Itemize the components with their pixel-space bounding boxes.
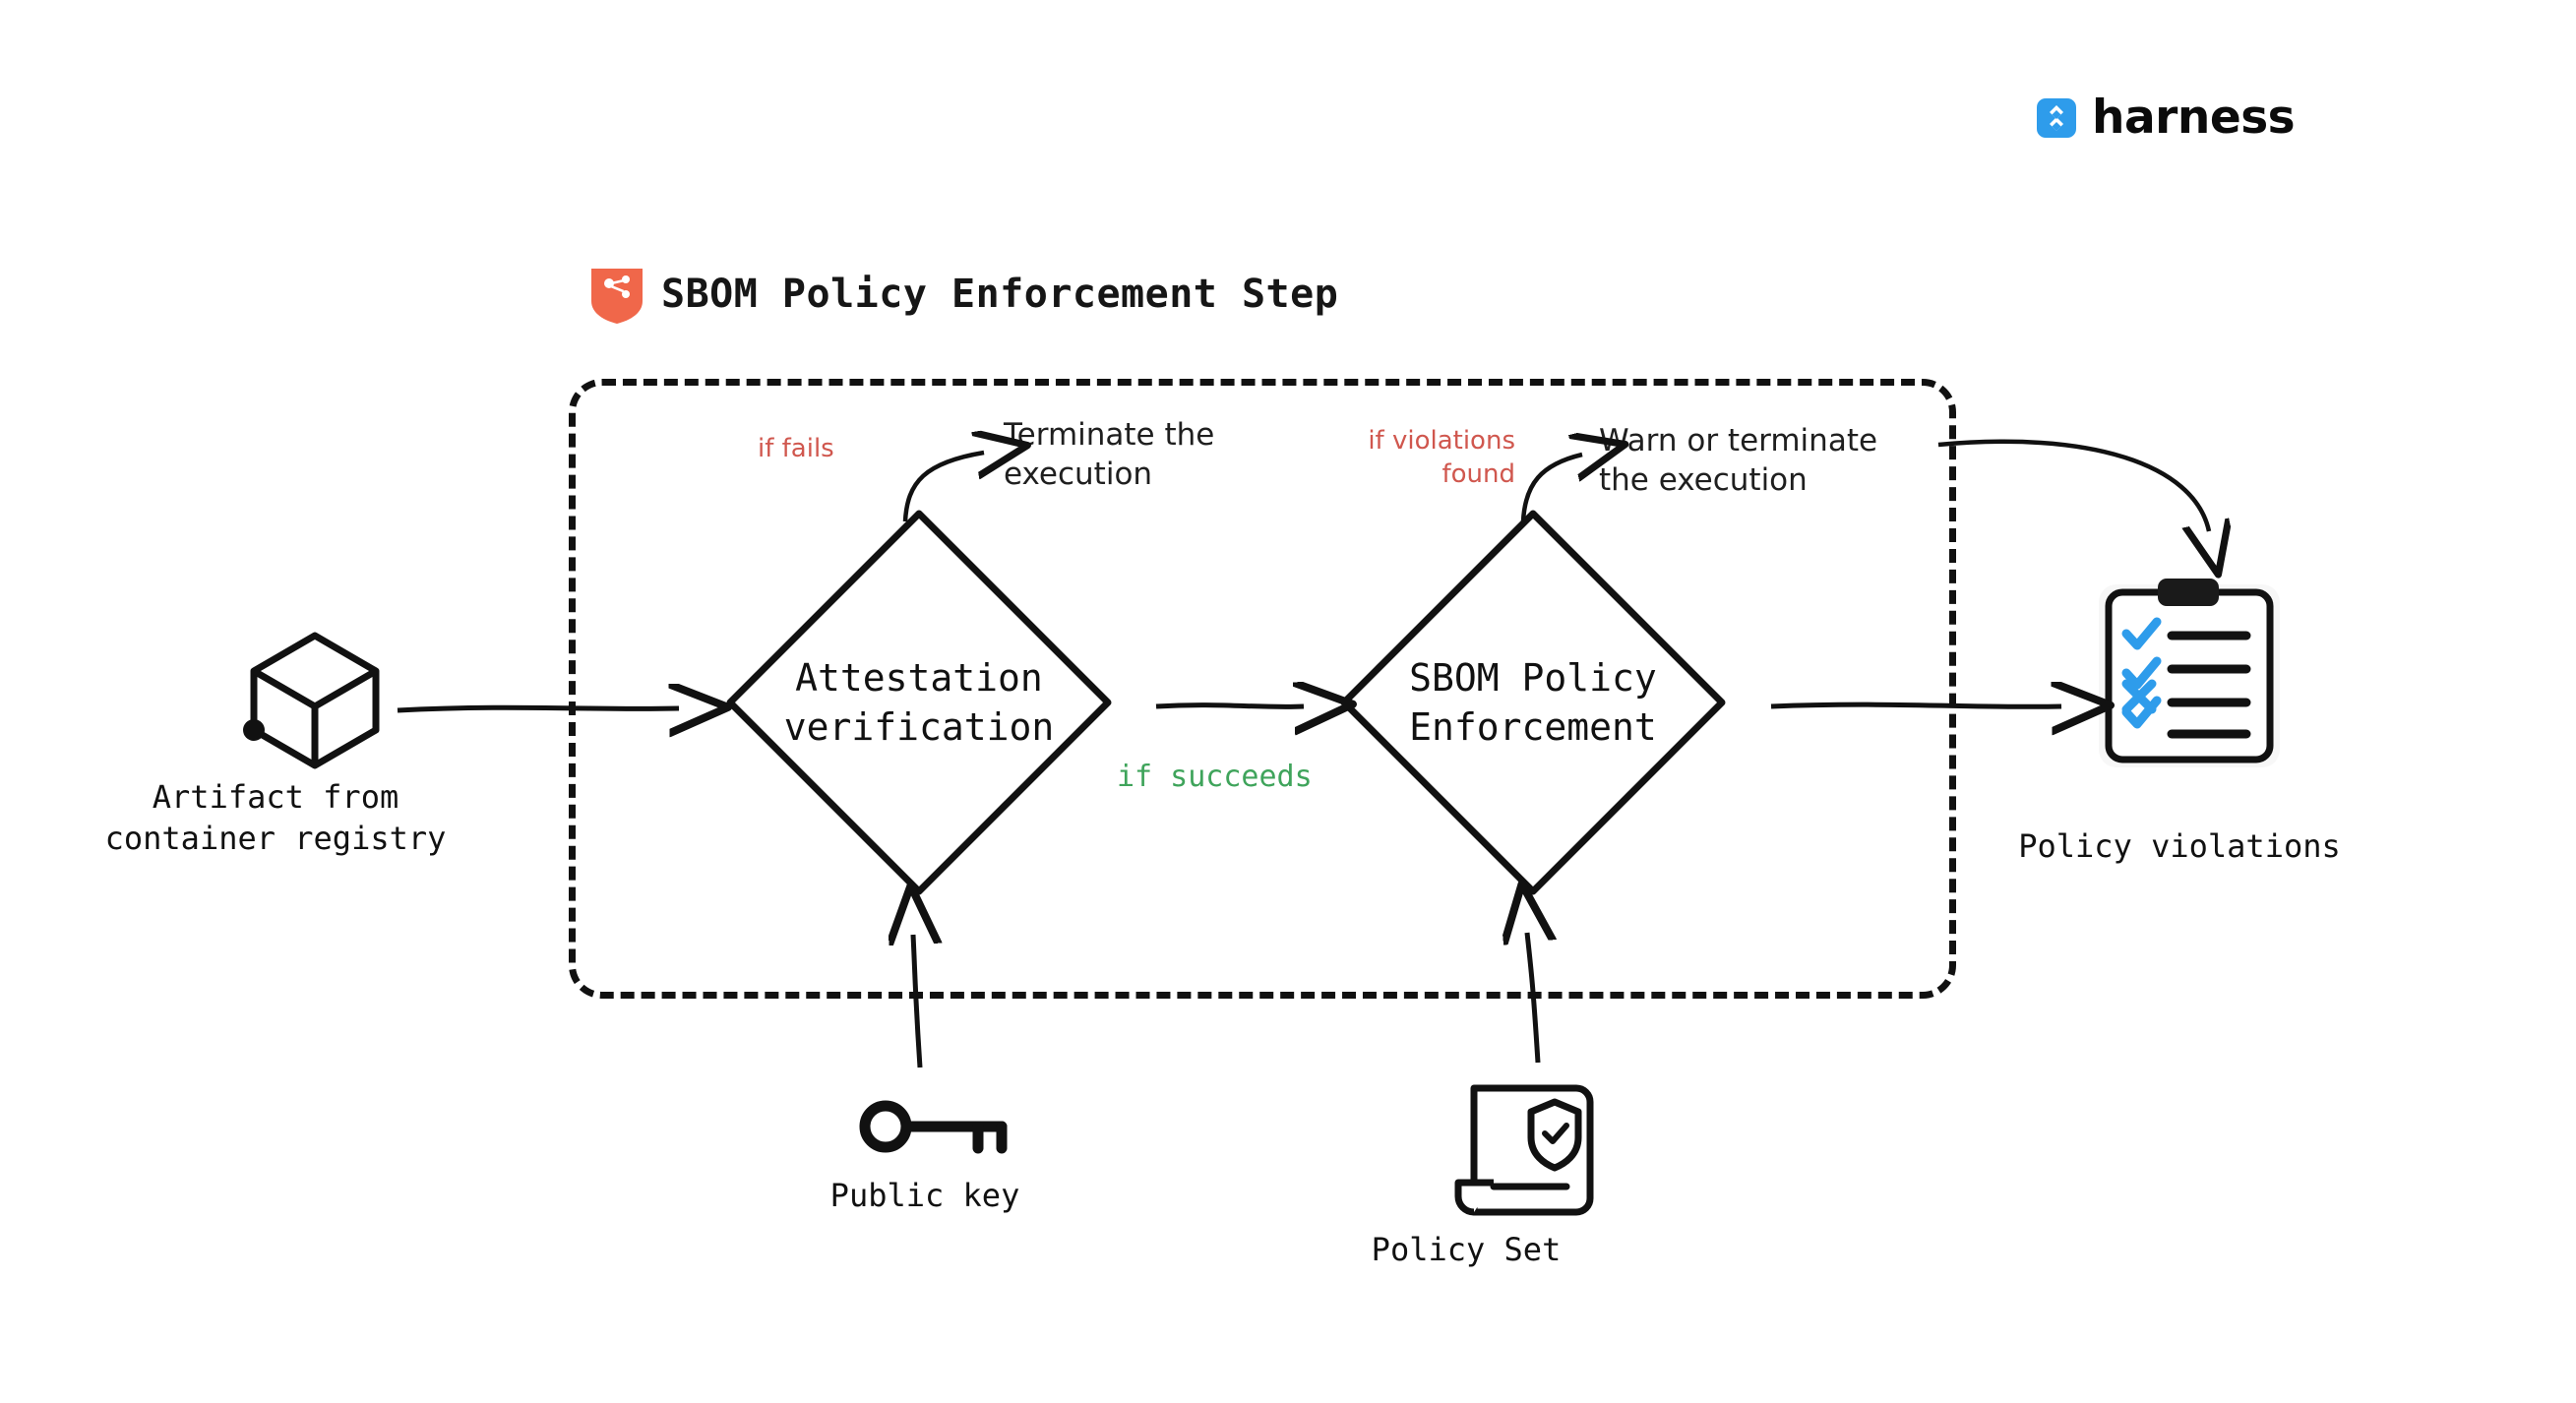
public-key-label: Public key (829, 1177, 1020, 1214)
node-policy-line2: Enforcement (1409, 705, 1657, 749)
sbom-shield-icon (588, 264, 645, 325)
annotation-warn-line1: Warn or terminate (1599, 423, 1878, 458)
cube-icon (236, 620, 394, 777)
policy-scroll-icon (1446, 1072, 1604, 1240)
node-attestation-verification[interactable] (716, 500, 1122, 905)
diamond-shape (716, 500, 1122, 905)
node-attestation-line2: verification (783, 705, 1055, 749)
annotation-terminate-execution (1004, 415, 1299, 495)
annotation-warn-line2: the execution (1599, 462, 1808, 499)
clipboard-checklist-icon (2091, 571, 2288, 777)
key-icon (854, 1087, 1031, 1166)
annotation-terminate-line2: execution (1004, 457, 1153, 493)
harness-diamond-icon (2035, 96, 2078, 140)
diamond-shape (1330, 500, 1736, 905)
policy-set-label: Policy Set (1371, 1231, 1562, 1268)
step-title-text: SBOM Policy Enforcement Step (661, 272, 1339, 317)
harness-wordmark: harness (2092, 91, 2296, 145)
node-attestation-line1: Attestation (795, 655, 1043, 700)
node-policy-line1: SBOM Policy (1409, 655, 1657, 700)
artifact-label-line2: container registry (104, 819, 447, 857)
annotation-if-violations-found (1289, 425, 1515, 492)
arrow-warn-to-violations (1938, 442, 2209, 531)
annotation-violations-line2: found (1441, 458, 1515, 489)
node-sbom-policy-enforcement[interactable] (1330, 500, 1736, 905)
annotation-terminate-line1: Terminate the (1004, 417, 1215, 453)
annotation-if-succeeds: if succeeds (1117, 760, 1313, 794)
step-title (588, 264, 1338, 325)
artifact-label-line1: Artifact from (152, 778, 399, 816)
annotation-warn-or-terminate (1599, 421, 1933, 501)
annotation-if-fails: if fails (758, 434, 834, 463)
annotation-violations-line1: if violations (1368, 426, 1515, 456)
harness-logo (2035, 91, 2296, 145)
artifact-label (79, 777, 472, 859)
policy-violations-label: Policy violations (2018, 827, 2341, 865)
